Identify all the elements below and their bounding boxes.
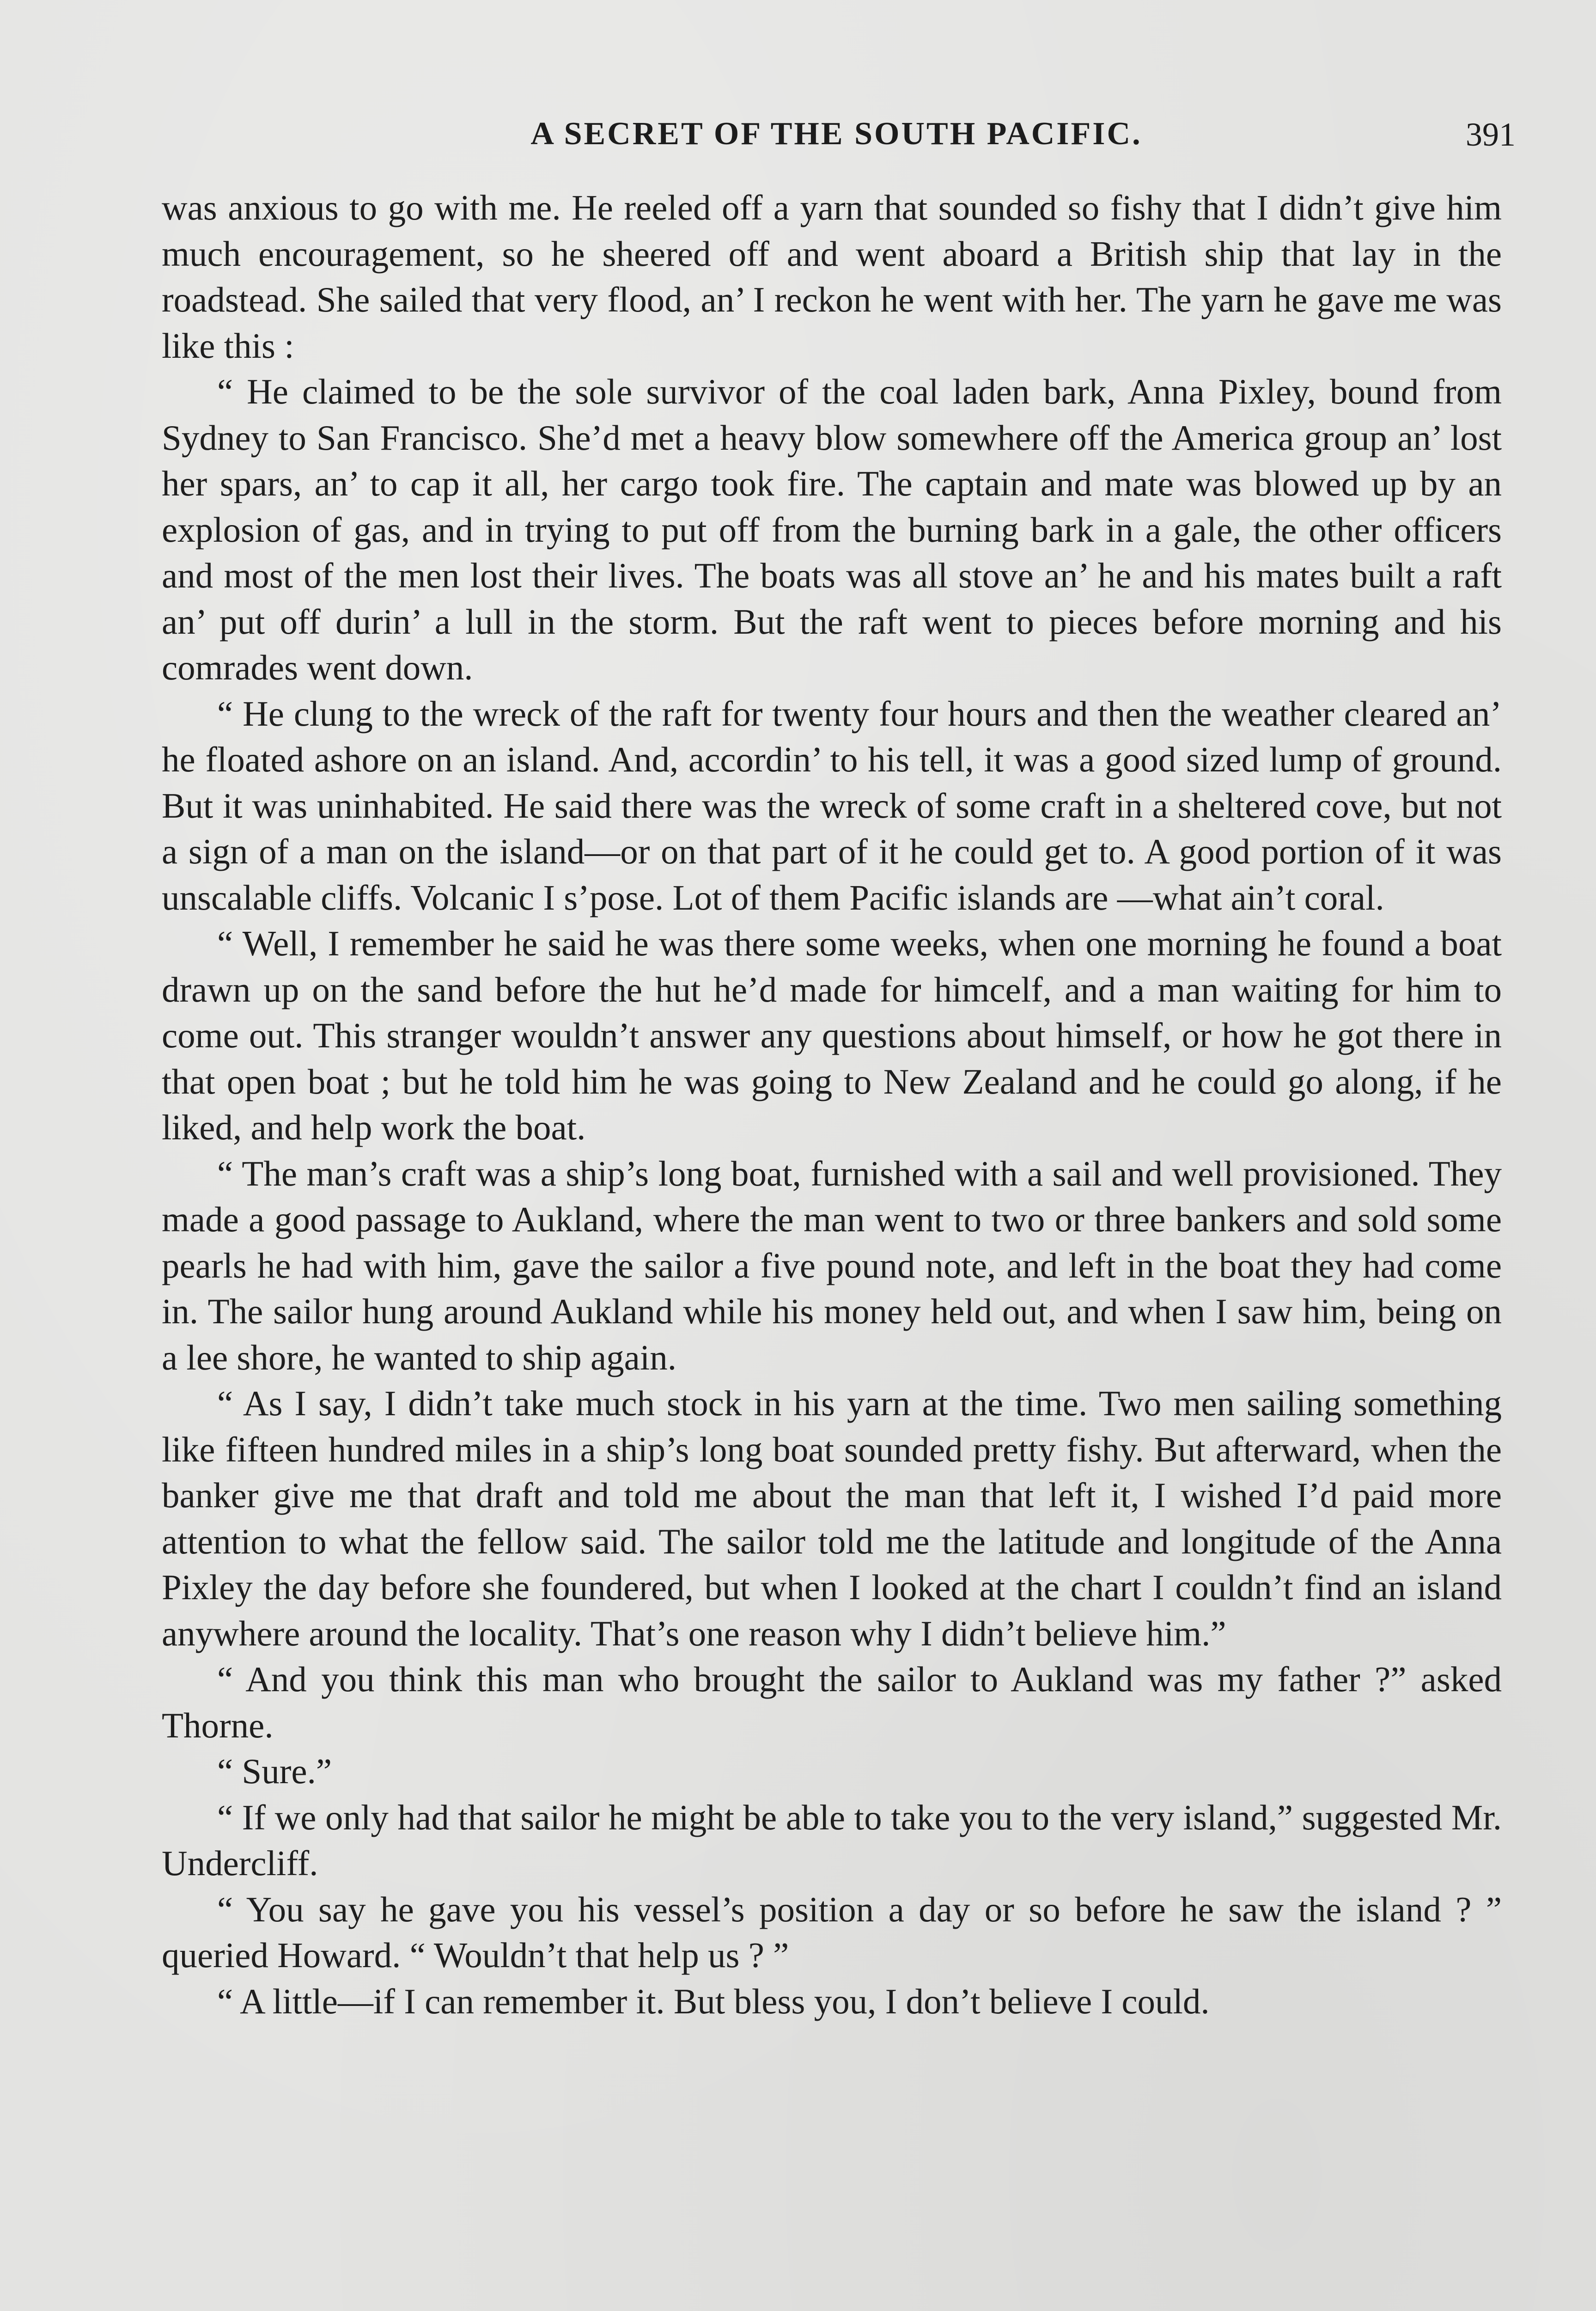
paragraph: “ Sure.” — [217, 1751, 332, 1791]
paragraph: “ Well, I remember he said he was there some weeks, when one morning he found a boat drawn up on the sand before the hut he’d made for himcelf, and a man waiting for him to come out. This stranger wouldn’t answer any questions about himself, or how he got there in that open boat ; but he told him he was going to New Zealand and he could go along, if he liked, and help work the boat. — [162, 923, 1502, 1147]
body-text — [162, 185, 1502, 2024]
paragraph: “ If we only had that sailor he might be able to take you to the very island,” suggested Mr. Undercliff. — [162, 1797, 1502, 1883]
page-number: 391 — [1466, 116, 1516, 153]
paragraph: was anxious to go with me. He reeled off a yarn that sounded so fishy that I didn’t give him much encouragement, so he sheered off and went aboard a British ship that lay in the roadstead. She sailed that very flood, an’ I reckon he went with her. The yarn he gave me was like this : — [162, 188, 1502, 366]
running-title: A SECRET OF THE SOUTH PACIFIC. — [530, 116, 1142, 152]
paragraph: “ You say he gave you his vessel’s position a day or so before he saw the island ? ” queried Howard. “ Wouldn’t that help us ? ” — [162, 1889, 1502, 1975]
paragraph: “ As I say, I didn’t take much stock in his yarn at the time. Two men sailing something like fifteen hundred miles in a ship’s long boat sounded pretty fishy. But afterward, when the banker give me that draft and told me about the man that left it, I wished I’d paid more attention to what the fellow said. The sailor told me the latitude and longitude of the Anna Pixley the day before she foundered, but when I looked at the chart I couldn’t find an island anywhere around the locality. That’s one reason why I didn’t believe him.” — [162, 1383, 1502, 1653]
paragraph: “ A little—if I can remember it. But bless you, I don’t believe I could. — [217, 1981, 1210, 2021]
page-header — [157, 116, 1516, 166]
paragraph: “ He clung to the wreck of the raft for twenty four hours and then the weather cleared an’ he floated ashore on an island. And, accordin’ to his tell, it was a good sized lump of ground. But it was uninhabited. He said there was the wreck of some craft in a sheltered cove, but not a sign of a man on the island—or on that part of it he could get to. A good portion of it was unscalable cliffs. Volcanic I s’pose. Lot of them Pacific islands are —what ain’t coral. — [162, 693, 1502, 917]
paragraph: “ The man’s craft was a ship’s long boat, furnished with a sail and well provisioned. They made a good passage to Aukland, where the man went to two or three bankers and sold some pearls he had with him, gave the sailor a five pound note, and left in the boat they had come in. The sailor hung around Aukland while his money held out, and when I saw him, being on a lee shore, he wanted to ship again. — [162, 1153, 1502, 1377]
paragraph: “ He claimed to be the sole survivor of the coal laden bark, Anna Pixley, bound from Sydney to San Francisco. She’d met a heavy blow somewhere off the America group an’ lost her spars, an’ to cap it all, her cargo took fire. The captain and mate was blowed up by an explosion of gas, and in trying to put off from the burning bark in a gale, the other officers and most of the men lost their lives. The boats was all stove an’ he and his mates built a raft an’ put off durin’ a lull in the storm. But the raft went to pieces before morning and his comrades went down. — [162, 372, 1502, 687]
paragraph: “ And you think this man who brought the sailor to Aukland was my father ?” asked Thorne. — [162, 1659, 1502, 1745]
